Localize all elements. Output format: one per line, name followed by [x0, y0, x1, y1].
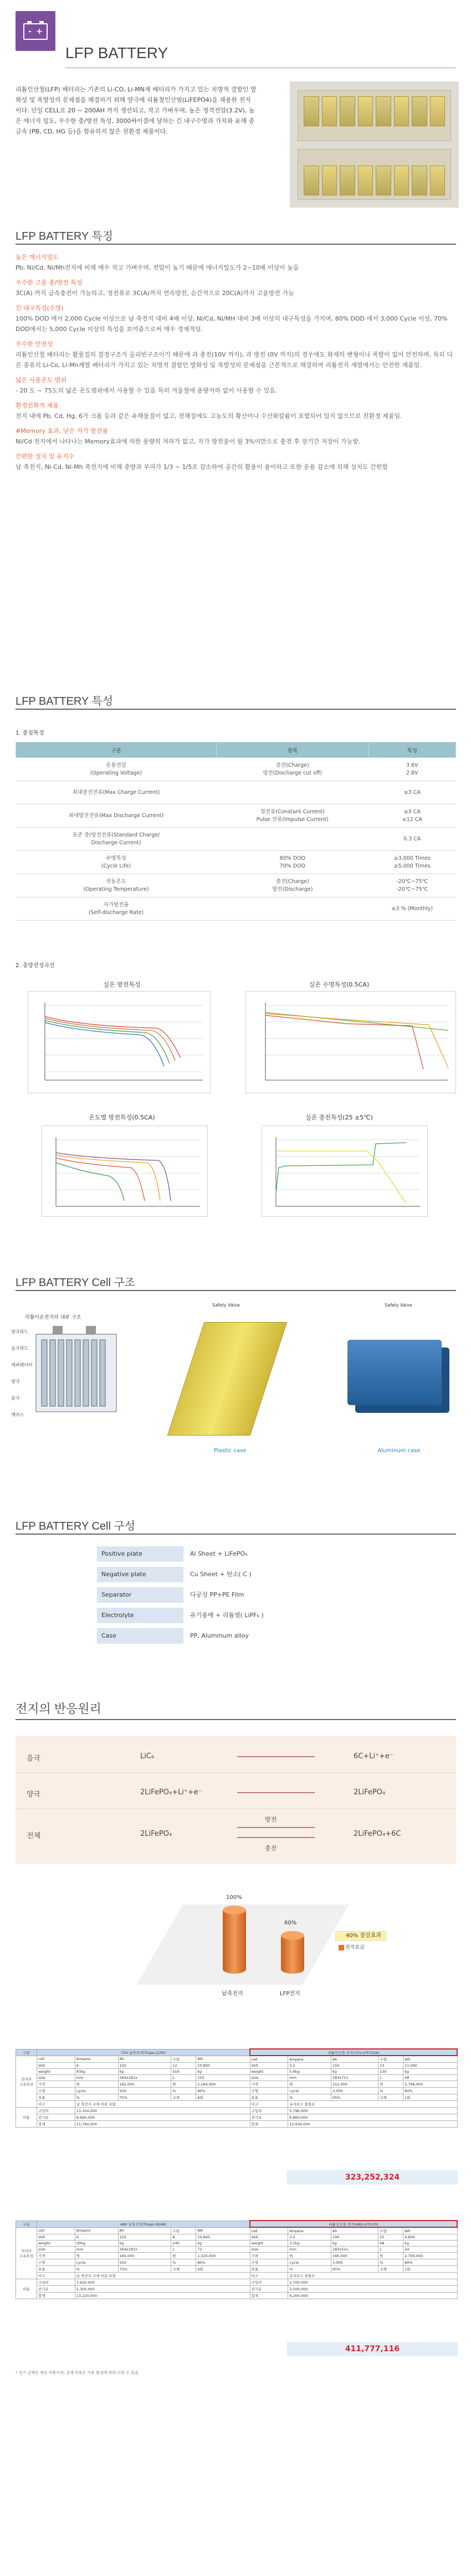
header	[0, 0, 471, 166]
structure-label: 케이스	[11, 1412, 24, 1417]
battery-rack-photo	[290, 81, 459, 208]
total-savings-1: 323,252,324	[287, 2170, 458, 2185]
composition-row: Separator 다공성 PP+PE Film	[97, 1587, 374, 1603]
spec-cell: 수명특성 (Cycle Life)	[16, 851, 217, 874]
curve-title-discharge: 실온 방전특성	[103, 981, 141, 988]
feature-item: 높은 에너지밀도 Pb, Ni/Cd, Ni/Mh전지에 비해 매우 작고 가벼우며, 전압이 높기 때문에 에너지밀도가 2~10배 이상이 높음	[16, 254, 299, 271]
comparison-header: 리튬인산철 전지(48V-LFP100)	[250, 2221, 457, 2227]
safety-valve-label: Safety Valve	[385, 1303, 412, 1308]
spec-header: 특성	[368, 742, 455, 758]
composition-title: LFP BATTERY Cell 구성	[16, 1520, 136, 1532]
structure-title: LFP BATTERY Cell 구조	[16, 1277, 136, 1289]
features-list	[16, 252, 456, 472]
bar-value-label: 60%	[284, 1920, 297, 1926]
spec-cell: 자가방전율 (Self-discharge Rate)	[16, 897, 217, 921]
structure-label: 양극리드	[11, 1329, 28, 1334]
aluminum-case-cell-image	[347, 1340, 442, 1405]
spec-cell	[216, 781, 368, 804]
comparison-header: 48V 납축전지(Trojan 8246)	[37, 2221, 250, 2227]
bar-value-label: 100%	[226, 1894, 242, 1901]
spec-cell: 충전(Charge) 방전(Discharge cut off)	[216, 758, 368, 781]
bar-1	[281, 1935, 304, 1974]
charge-legend: 전지요금	[345, 1945, 365, 1950]
comparison-header: 리튬인산철 전지(72V-LFP150A)	[250, 2049, 457, 2056]
composition-row: Positive plate Al Sheet + LiFePO₄	[97, 1546, 374, 1562]
charge-legend-swatch	[339, 1945, 344, 1950]
feature-item: 간편한 설치 및 유지수 납 축전지, Ni-Cd, Ni-Mh 축전지에 비해 중량과 부피가 1/3 ~ 1/5로 감소하여 공간의 활용이 용이하고 또한 운용 감소에 의해 설치도 간편함	[16, 453, 388, 471]
spec-cell	[216, 897, 368, 921]
spec-cell: 운용전압 (Operating Voltage)	[16, 758, 217, 781]
footnote: * 상기 금액은 예상 비용이며, 실제 비용은 사용 환경에 따라 다를 수 있음.	[16, 2371, 140, 2375]
comparison-header: 구분	[16, 2049, 37, 2056]
inner-structure-label: 리튬이온전지의 내부 구조	[25, 1315, 81, 1320]
plastic-case-cell-image	[167, 1322, 288, 1436]
total-savings-2: 411,777,116	[287, 2342, 458, 2356]
structure-label: 음극	[11, 1396, 20, 1401]
curve-title-temp: 온도별 방전특성(0.5CA)	[89, 1114, 155, 1121]
curve-title-charge: 실온 충전특성(25 ±5℃)	[305, 1114, 373, 1121]
section-divider	[16, 1719, 456, 1720]
spec-cell	[216, 828, 368, 851]
spec-cell: 0.3 CA	[368, 828, 455, 851]
section-divider	[16, 709, 456, 710]
inner-structure-diagram	[17, 1320, 127, 1426]
battery-logo-icon: - +	[16, 11, 55, 51]
specs-title: LFP BATTERY 특성	[16, 695, 114, 708]
feature-item: #Memory 효과, 낮은 자가 방전률 Ni/Cd 전지에서 나타나는 Memory효과에 의한 용량의 저하가 없고, 자가 방전율이 월 3%이만으로 충전 후 장기간 저장이 가능함.	[16, 427, 361, 445]
composition-row: Case PP, Aluminum alloy	[97, 1628, 374, 1644]
spec-cell: ≤3 CA	[368, 781, 455, 804]
spec-table	[16, 742, 456, 921]
reaction-row: 전체 2LiFePO₄ 방전 충전 2LiFePO₄+6C	[27, 1816, 401, 1852]
page-title: LFP BATTERY	[65, 44, 168, 61]
spec-cell: 표준 충/방전전류(Standard Charge/ Discharge Current)	[16, 828, 217, 851]
comparison-header: 구분	[16, 2221, 37, 2227]
spec-cell: -20℃~75℃ -20℃~75℃	[368, 874, 455, 897]
aluminum-case-caption: Aluminum case	[377, 1448, 421, 1454]
structure-label: 음극리드	[11, 1346, 28, 1351]
bar-0	[223, 1910, 246, 1974]
feature-item: 환경친화적 제품 전지 내에 Pb, Cd, Hg, 6가 크롬 등과 같은 유해물질이 없고, 전해질에도 고농도의 황산이나 수산화칼륨이 포함되어 있지 않으므로 친환경 제품임.	[16, 402, 402, 420]
spec-header: 항목	[216, 742, 368, 758]
cycle-life-chart	[245, 991, 456, 1093]
safety-valve-label: Safety Valve	[212, 1303, 240, 1308]
spec-cell: 정전류(Constant Current) Pulse 전류(Impulse Current)	[216, 804, 368, 828]
structure-label: 세퍼레이터	[11, 1362, 33, 1367]
intro-text: 리튬인산철(LFP) 배터리는 기존의 Li-CO, Li-MN계 배터리가 가지고 있는 치명적 결함인 발화성 및 폭발성의 문제점을 해결하기 위해 양극에 리튬철인산염(LiFEPO4)을 채용한 전지이다. 단일 CELL로 20 ~ 200AH 까지 생산되고, 작고 가벼우며, 높은 정격전압(3.2V), 높은 에너지 밀도, 우수한 충/방전 특성, 3000싸이클에 달하는 긴 내구수명과 가치와 유해 중금속 (PB, CD, HG 등)을 함유하지 않은 친환경 제품이다.	[16, 86, 257, 135]
features-title: LFP BATTERY 특징	[16, 230, 114, 242]
spec-header: 구분	[16, 742, 217, 758]
reaction-row: 음극 LiC₆ 6C+Li⁺+e⁻	[16, 1740, 456, 1773]
spec-cell: ≥3,000 Times ≥5,000 Times	[368, 851, 455, 874]
spec-cell: ≤3 CA ≤12 CA	[368, 804, 455, 828]
structure-label: 양극	[11, 1379, 20, 1384]
section-divider	[16, 1290, 456, 1291]
feature-item: 우수한 고율 충/방전 특성 3C(A) 까지 급속충전이 가능하고, 정전류로 3C(A)까지 연속방전, 순간적으로 20C(A)까지 고율방전 가능	[16, 279, 294, 297]
reaction-title: 전지의 반응원리	[16, 1702, 101, 1716]
spec-cell: ≤3 % (Monthly)	[368, 897, 455, 921]
spec-cell: 최대방전전류(Max Discharge Current)	[16, 804, 217, 828]
comparison-table-2: 구분 48V 납축전지(Trojan 8246) 리튬인산철 전지(48V-LFP100) 전지의 고유특성 cell Ampere Ah 수량 Wh cell Ampere Ah 수량 Wh Volt 6 225 8 10,800 Volt 3.2 100 15 4,800 weight 30kg kg 240 kg weight 3.2kg kg 48 kg size mm 264x181x L 72 size mm 183x51x L 24 가격 원 165,000 원 1,320,000 가격 원 180,000 원 2,700,000 수명 cycle 500 % 80% 수명 cycle 3,000 % 80% 효율 % 75% 교체 6회 효율 % 95% 교체 1회 비고 납 축전지 교체 비용 포함 비고 유지보수 불필요 비용 구입비 7,920,000 구입비 2,700,000 전기료 5,300,000 전기료 3,500,000 합계 13,220,000 합계 6,200,000	[16, 2220, 458, 2299]
reaction-row: 양극 2LiFePO₄+Li⁺+e⁻ 2LiFePO₄	[16, 1776, 456, 1809]
spec-cell: 80% DOD 70% DOD	[216, 851, 368, 874]
charge-curve-chart	[262, 1126, 428, 1217]
section-divider	[16, 1534, 456, 1535]
spec-cell: 충전(Charge) 방전(Discharge)	[216, 874, 368, 897]
feature-item: 넓은 사용온도 범위 - 20 도 ~ 75도의 넓은 온도범위에서 사용할 수 있음 특히 겨울철에 용량저하 없이 사용할 수 있음.	[16, 376, 278, 394]
plastic-case-caption: Plastic case	[213, 1448, 247, 1454]
reaction-panel	[16, 1737, 456, 1864]
bar-top-1	[281, 1931, 304, 1940]
spec-cell: 작동온도 (Operating Temperature)	[16, 874, 217, 897]
feature-item: 긴 내구특성(수명) 100% DOD 에서 2,000 Cycle 이상으로 납 축전지 대비 4배 이상, Ni/Cd, Ni/MH 대비 3배 이상의 내구특성을 가지며, 80% DOD 에서 3,000 Cycle 이상, 70% DOD에서는 5,000 Cycle 이상의 특성을 보여줌으로써 매우 경제적임.	[16, 304, 448, 333]
quality-subtitle: 1. 품질특성	[16, 730, 44, 736]
composition-row: Electrolyte 유기용매 + 리튬염( LiPF₆ )	[97, 1608, 374, 1623]
bar-category-label: LFP전지	[280, 1991, 300, 1997]
curves-subtitle: 2. 충방전성곡선	[16, 963, 55, 969]
curve-title-cycle: 실온 수명특성(0.5CA)	[309, 981, 370, 988]
discharge-curve-chart	[28, 991, 211, 1093]
spec-cell: 최대충전전류(Max Charge Current)	[16, 781, 217, 804]
bar-category-label: 납축전지	[222, 1991, 243, 1997]
comparison-header: 72V 납축전지(Trojan J150)	[37, 2049, 250, 2056]
composition-row: Negative plate Cu Sheet + 탄소( C )	[97, 1567, 374, 1582]
section-divider	[16, 244, 456, 245]
comparison-table-1: 구분 72V 납축전지(Trojan J150) 리튬인산철 전지(72V-LFP150A) 전지의 고유특성 cell Ampere Ah 수량 Wh cell Ampere Ah 수량 Wh Volt 6 150 12 10,800 Volt 3.2 150 23 11,040 weight 43kg kg 516 kg weight 5.6kg kg 130 kg size mm 264x181x L 153 size mm 183x71x L 48 가격 원 182,000 원 2,184,000 가격 원 252,000 원 5,796,000 수명 cycle 500 % 80% 수명 cycle 3,000 % 80% 효율 % 75% 교체 6회 효율 % 95% 교체 1회 비고 납 축전지 교체 비용 포함 비고 유지보수 불필요 비용 구입비 13,104,000 구입비 5,796,000 전기료 8,690,000 전기료 6,860,000 합계 21,794,000 합계 12,656,000	[16, 2048, 458, 2128]
spec-cell: 3.6V 2.8V	[368, 758, 455, 781]
temperature-discharge-chart	[42, 1126, 208, 1217]
savings-legend: 40% 절감효과	[335, 1931, 386, 1941]
bar-top-0	[223, 1906, 246, 1914]
feature-item: 우수한 안전성 리튬인산철 배터리는 활물질의 결정구조가 올리빈구조이기 때문에 과 충전(10V 까지), 과 방전 (0V 까지)의 경우에도 화재의 변형이나 폭발이 없어 안전하며, 특히 다른 종류의 Li-Co, Li-Mn계열 배터리가 가지고 있는 치명적 결함인 발화성 및 폭발성의 문제점을 근본적으로 해결하여 리튬전지 계열에서는 안전한 제품임.	[16, 340, 453, 369]
